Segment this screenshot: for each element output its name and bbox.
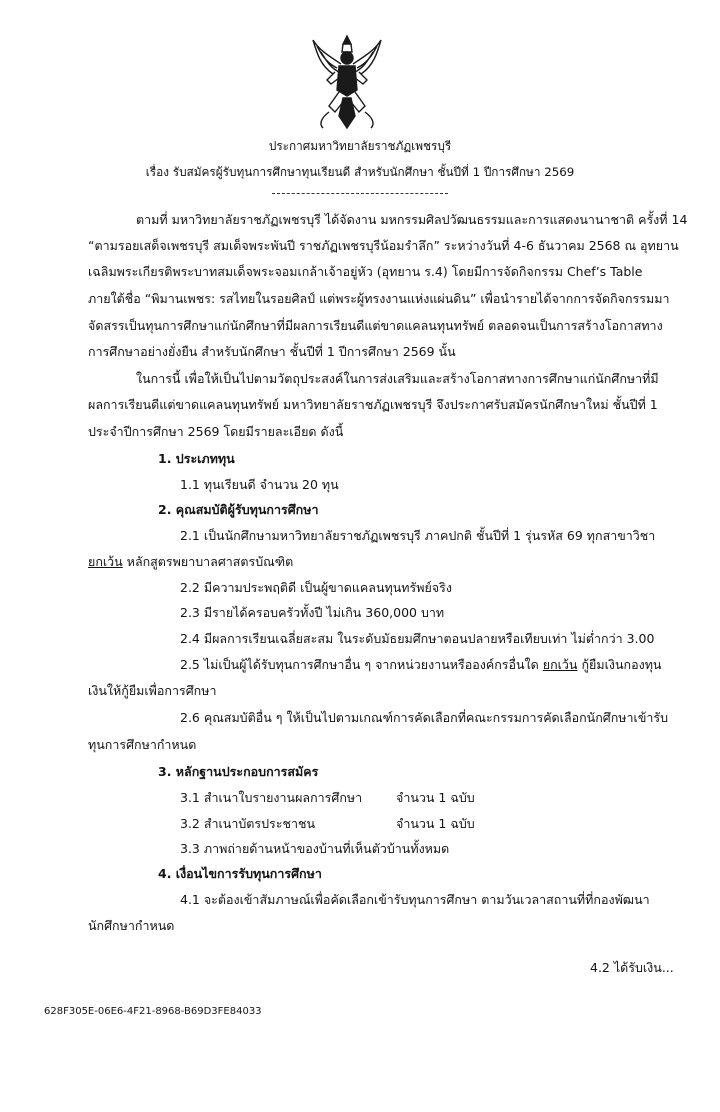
item-5-tail: กู้ยืมเงินกองทุน bbox=[577, 657, 662, 672]
para2-line-3: ประจำปีการศึกษา 2569 โดยมีรายละเอียด ดังนี้ bbox=[88, 424, 344, 439]
para2-line-1: ในการนี้ เพื่อให้เป็นไปตามวัตถุประสงค์ในการส่งเสริมและสร้างโอกาสทางการศึกษาแก่นักศึกษาที่มี bbox=[136, 371, 659, 386]
para1-line-5: จัดสรรเป็นทุนการศึกษาแก่นักศึกษาที่มีผลการเรียนดีแต่ขาดแคลนทุนทรัพย์ ตลอดจนเป็นการสร้างโอกาสทาง bbox=[88, 318, 663, 333]
announcement-subject: เรื่อง รับสมัครผู้รับทุนการศึกษาทุนเรียนดี สำหรับนักศึกษา ชั้นปีที่ 1 ปีการศึกษา 2569 bbox=[145, 165, 575, 179]
para1-line-2: “ตามรอยเสด็จเพชรบุรี สมเด็จพระพันปี ราชภัฏเพชรบุรีน้อมรำลึก” ระหว่างวันที่ 4-6 ธันวาคม 2568 ณ อุทยาน bbox=[88, 238, 679, 253]
para2-line-2: ผลการเรียนดีแต่ขาดแคลนทุนทรัพย์ มหาวิทยาลัยราชภัฏเพชรบุรี จึงประกาศรับสมัครนักศึกษาใหม่ ชั้นปีที่ 1 bbox=[88, 397, 658, 412]
section-2-item-4: 2.4 มีผลการเรียนเฉลี่ยสะสม ในระดับมัธยมศึกษาตอนปลายหรือเทียบเท่า ไม่ต่ำกว่า 3.00 bbox=[180, 631, 655, 646]
section-4-item-1: 4.1 จะต้องเข้าสัมภาษณ์เพื่อคัดเลือกเข้ารับทุนการศึกษา ตามวันเวลาสถานที่ที่กองพัฒนา bbox=[180, 892, 650, 907]
section-1-heading: 1. ประเภททุน bbox=[158, 451, 235, 466]
document-id: 628F305E-06E6-4F21-8968-B69D3FE84033 bbox=[44, 1006, 262, 1017]
continuation-note: 4.2 ได้รับเงิน... bbox=[590, 960, 674, 975]
section-4-heading: 4. เงื่อนไขการรับทุนการศึกษา bbox=[158, 866, 322, 881]
section-3-item-2: 3.2 สำเนาบัตรประชาชน bbox=[180, 816, 315, 831]
section-2-item-5 bbox=[180, 657, 661, 673]
section-2-item-6-cont: ทุนการศึกษากำหนด bbox=[88, 737, 197, 752]
section-2-heading: 2. คุณสมบัติผู้รับทุนการศึกษา bbox=[158, 502, 319, 517]
except-underlined: ยกเว้น bbox=[88, 554, 123, 569]
para1-line-6: การศึกษาอย่างยั่งยืน สำหรับนักศึกษา ชั้นปีที่ 1 ปีการศึกษา 2569 นั้น bbox=[88, 344, 456, 359]
section-3-item-1: 3.1 สำเนาใบรายงานผลการศึกษา bbox=[180, 790, 363, 805]
announcement-title: ประกาศมหาวิทยาลัยราชภัฏเพชรบุรี bbox=[268, 139, 452, 153]
section-2-item-1-cont bbox=[88, 554, 293, 570]
section-4-item-1-cont: นักศึกษากำหนด bbox=[88, 918, 175, 933]
section-2-item-5-cont: เงินให้กู้ยืมเพื่อการศึกษา bbox=[88, 683, 217, 698]
section-2-item-3: 2.3 มีรายได้ครอบครัวทั้งปี ไม่เกิน 360,000 บาท bbox=[180, 605, 445, 620]
section-3-item-3: 3.3 ภาพถ่ายด้านหน้าของบ้านที่เห็นตัวบ้านทั้งหมด bbox=[180, 841, 450, 856]
section-2-item-2: 2.2 มีความประพฤติดี เป็นผู้ขาดแคลนทุนทรัพย์จริง bbox=[180, 580, 452, 595]
section-3-heading: 3. หลักฐานประกอบการสมัคร bbox=[158, 764, 319, 779]
separator-line bbox=[272, 193, 448, 194]
section-1-item-1: 1.1 ทุนเรียนดี จำนวน 20 ทุน bbox=[180, 477, 339, 492]
para1-line-4: ภายใต้ชื่อ “พิมานเพชร: รสไทยในรอยศิลป์ แต่พระผู้ทรงงานแห่งแผ่นดิน” เพื่อนำรายได้จากการจัดกิจกรรมมา bbox=[88, 291, 670, 306]
item-5-except: ยกเว้น bbox=[542, 657, 578, 672]
except-program: หลักสูตรพยาบาลศาสตรบัณฑิต bbox=[122, 554, 294, 569]
section-2-item-1: 2.1 เป็นนักศึกษามหาวิทยาลัยราชภัฏเพชรบุรี ภาคปกติ ชั้นปีที่ 1 รุ่นรหัส 69 ทุกสาขาวิชา bbox=[180, 528, 656, 543]
item-5-text: 2.5 ไม่เป็นผู้ได้รับทุนการศึกษาอื่น ๆ จากหน่วยงานหรือองค์กรอื่นใด bbox=[180, 657, 543, 672]
garuda-emblem-icon bbox=[309, 32, 385, 132]
para1-line-1: ตามที่ มหาวิทยาลัยราชภัฏเพชรบุรี ได้จัดงาน มหกรรมศิลปวัฒนธรรมและการแสดงนานาชาติ ครั้งที่ 14 bbox=[136, 212, 688, 227]
section-3-item-2-qty: จำนวน 1 ฉบับ bbox=[396, 816, 475, 831]
section-3-item-1-qty: จำนวน 1 ฉบับ bbox=[396, 790, 475, 805]
section-2-item-6: 2.6 คุณสมบัติอื่น ๆ ให้เป็นไปตามเกณฑ์การคัดเลือกที่คณะกรรมการคัดเลือกนักศึกษาเข้ารับ bbox=[180, 710, 669, 725]
para1-line-3: เฉลิมพระเกียรติพระบาทสมเด็จพระจอมเกล้าเจ้าอยู่หัว (อุทยาน ร.4) โดยมีการจัดกิจกรรม Chef’s Table bbox=[88, 264, 643, 279]
